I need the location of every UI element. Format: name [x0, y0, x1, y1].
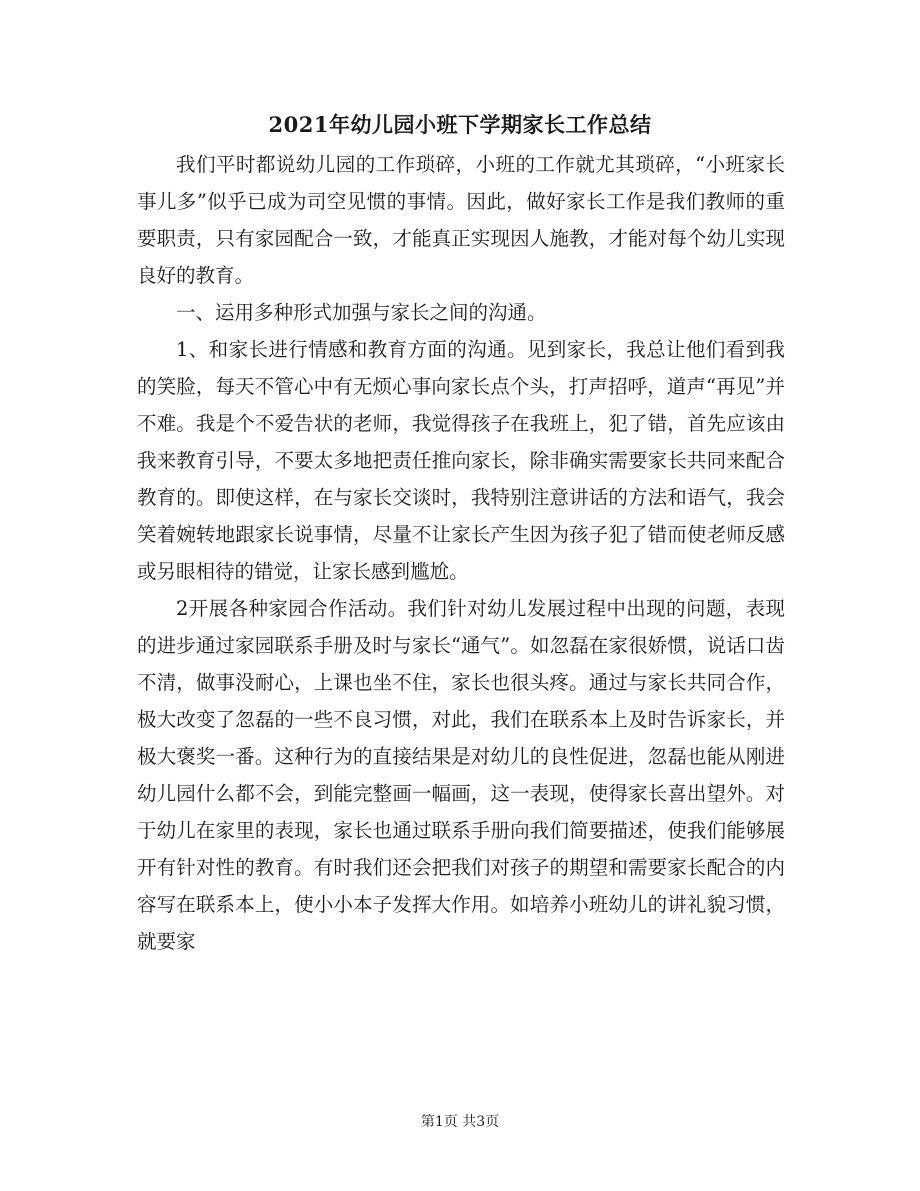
paragraph-section-heading: 一、运用多种形式加强与家长之间的沟通。: [176, 301, 547, 324]
paragraph-item-1: 1、和家长进行情感和教育方面的沟通。见到家长，我总让他们看到我的笑脸，每天不管心中有无烦心事向家长点个头，打声招呼，道声“再见”并不难。我是个不爱告状的老师，我觉得孩子在我班上，犯了错，首先应该由我来教育引导，不要太多地把责任推向家长，除非确实需要家长共同来配合教育的。即使这样，在与家长交谈时，我特别注意讲话的方法和语气，我会笑着婉转地跟家长说事情，尽量不让家长产生因为孩子犯了错而使老师反感或另眼相待的错觉，让家长感到尴尬。: [137, 338, 785, 583]
paragraph-intro: 我们平时都说幼儿园的工作琐碎，小班的工作就尤其琐碎，“小班家长事儿多”似乎已成为司空见惯的事情。因此，做好家长工作是我们教师的重要职责，只有家园配合一致，才能真正实现因人施教，才能对每个幼儿实现良好的教育。: [137, 153, 785, 287]
document-body: [137, 146, 785, 960]
document-title: 2021年幼儿园小班下学期家长工作总结: [268, 112, 652, 137]
page-footer: 第1页 共3页: [420, 1114, 500, 1130]
paragraph-item-2: 2开展各种家园合作活动。我们针对幼儿发展过程中出现的问题，表现的进步通过家园联系手册及时与家长“通气”。如忽磊在家很娇惯，说话口齿不清，做事没耐心，上课也坐不住，家长也很头疼。通过与家长共同合作，极大改变了忽磊的一些不良习惯，对此，我们在联系本上及时告诉家长，并极大褒奖一番。这种行为的直接结果是对幼儿的良性促进，忽磊也能从刚进幼儿园什么都不会，到能完整画一幅画，这一表现，使得家长喜出望外。对于幼儿在家里的表现，家长也通过联系手册向我们简要描述，使我们能够展开有针对性的教育。有时我们还会把我们对孩子的期望和需要家长配合的内容写在联系本上，使小小本子发挥大作用。如培养小班幼儿的讲礼貌习惯，就要家: [137, 597, 785, 953]
